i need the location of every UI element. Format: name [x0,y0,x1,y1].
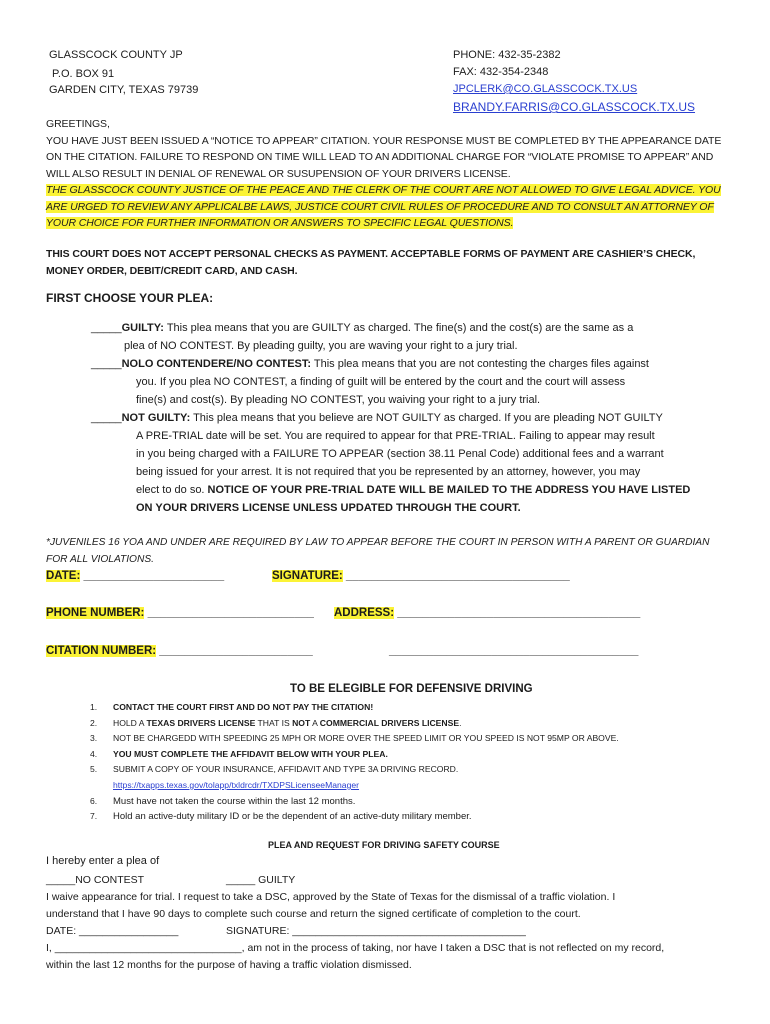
date-line[interactable]: ______________________ [80,570,225,582]
payment-line-2: MONEY ORDER, DEBIT/CREDIT CARD, AND CASH. [46,265,298,277]
citation-label: CITATION NUMBER: [46,645,157,657]
signature-line[interactable]: ___________________________________ [342,570,570,582]
defensive-heading: TO BE ELEGIBLE FOR DEFENSIVE DRIVING [290,683,533,695]
step-2 [90,716,619,732]
step-7 [90,809,619,825]
request-date[interactable]: DATE: _________________ [46,925,179,937]
phone-number: PHONE: 432-35-2382 [453,49,561,61]
step-3 [90,731,619,747]
request-signature[interactable]: SIGNATURE: ________________________________________ [226,925,526,937]
address-field[interactable] [334,607,640,619]
legal-warning-line-1: THE GLASSCOCK COUNTY JUSTICE OF THE PEACE AND THE CLERK OF THE COURT ARE NOT ALLOWED TO GIVE LEGAL ADVICE. YOU [46,184,721,196]
legal-warning-line-3: YOUR CHOICE FOR FURTHER INFORMATION OR ANSWERS TO SPECIFIC LEGAL QUESTIONS. [46,217,514,229]
signature-field[interactable] [272,570,570,582]
brandy-email-link[interactable]: BRANDY.FARRIS@CO.GLASSCOCK.TX.US [453,100,696,114]
step-number: 7. [90,811,98,822]
fax-number: FAX: 432-354-2348 [453,66,549,78]
step-text: NOT BE CHARGEDD WITH SPEEDING 25 MPH OR MORE OVER THE SPEED LIMIT OR YOU SPEED IS NOT 95MP OR ABOVE. [113,733,619,744]
driving-record-link[interactable]: https://txapps.texas.gov/tolapp/txldrcdr/TXDPSLicenseeManager [113,779,360,790]
extra-line[interactable]: _______________________________________ [389,645,639,657]
not-guilty-blank[interactable]: _____ [91,412,122,424]
guilty-text: This plea means that you are GUILTY as charged. The fine(s) and the cost(s) are the same as a [163,322,634,334]
step-4 [90,747,619,763]
step-number: 6. [90,795,98,806]
nolo-text-2: you. If you plea NO CONTEST, a finding of guilt will be entered by the court and the court will assess [136,376,626,388]
step-number: 2. [90,717,98,728]
request-heading: PLEA AND REQUEST FOR DRIVING SAFETY COURSE [268,840,500,850]
step-text: HOLD A [113,717,147,728]
phone-line[interactable]: __________________________ [144,607,314,619]
enter-plea: I hereby enter a plea of [46,855,160,867]
waive-line-1: I waive appearance for trial. I request to take a DSC, approved by the State of Texas for the dismissal of a traffic violation. I [46,891,616,903]
guilty-text-2: plea of NO CONTEST. By pleading guilty, you are waving your right to a jury trial. [124,340,518,352]
step-number: 1. [90,702,98,712]
not-guilty-text-2: A PRE-TRIAL date will be set. You are required to appear for that PRE-TRIAL. Failing to appear may result [136,430,655,442]
address-line[interactable]: ______________________________________ [394,607,641,619]
step-text-bold: TEXAS DRIVERS LICENSE [146,717,256,728]
nolo-text-3: fine(s) and cost(s). By pleading NO CONTEST, you waiving your right to a jury trial. [136,394,541,406]
court-name: GLASSCOCK COUNTY JP [49,49,183,61]
intro-line-2: ON THE CITATION. FAILURE TO RESPOND ON TIME WILL LEAD TO AN ADDITIONAL CHARGE FOR “VIOLATE PROMISE TO APPEAR” AND [46,151,714,163]
not-guilty-text-3: in you being charged with a FAILURE TO APPEAR (section 38.11 Penal Code) additional fees and a warrant [136,448,664,460]
phone-label: PHONE NUMBER: [46,607,145,619]
nolo-label: NOLO CONTENDERE/NO CONTEST: [121,358,312,370]
nolo-text: This plea means that you are not contesting the charges files against [311,358,649,370]
step-text: THAT IS [255,717,293,728]
not-guilty-text-6: ON YOUR DRIVERS LICENSE UNLESS UPDATED THROUGH THE COURT. [136,502,521,514]
step-text: A [310,717,320,728]
step-1 [90,700,619,716]
juveniles-line-2: FOR ALL VIOLATIONS. [46,553,154,565]
step-text-bold: COMMERCIAL DRIVERS LICENSE [319,717,460,728]
intro-line-3: WILL ALSO RESULT IN DENIAL OF RENEWAL OR SUSUPENSION OF YOUR DRIVERS LICENSE. [46,167,511,180]
plea-guilty[interactable] [91,319,633,355]
plea-nolo[interactable] [91,355,649,409]
legal-warning-line-2: ARE URGED TO REVIEW ANY APPLICALBE LAWS, JUSTICE COURT CIVIL RULES OF PROCEDURE AND TO CONSULT AN ATTORNEY OF [46,200,714,213]
affirm-line-2: within the last 12 months for the purpose of having a traffic violation dismissed. [46,959,412,971]
guilty-label: GUILTY: [121,322,164,334]
clerk-email-link[interactable]: JPCLERK@CO.GLASSCOCK.TX.US [453,83,638,95]
payment-line-1: THIS COURT DOES NOT ACCEPT PERSONAL CHECKS AS PAYMENT. ACCEPTABLE FORMS OF PAYMENT ARE CASHIER’S CHECK, [46,248,696,260]
waive-line-2: understand that I have 90 days to complete such course and return the signed certificate of completion to the court. [46,908,581,920]
step-text: SUBMIT A COPY OF YOUR INSURANCE, AFFIDAVIT AND TYPE 3A DRIVING RECORD. [113,764,459,775]
greeting: GREETINGS, [46,118,110,130]
payment-notice [46,246,695,280]
step-text-bold: NOT [292,717,311,728]
not-guilty-text-5a: elect to do so. [136,484,208,496]
juveniles-note [46,535,709,568]
step-text: CONTACT THE COURT FIRST AND DO NOT PAY THE CITATION! [113,702,374,712]
citation-field[interactable] [46,645,313,657]
date-label: DATE: [46,570,81,582]
step-text: . [459,717,462,728]
legal-warning [46,182,721,232]
juveniles-line-1: *JUVENILES 16 YOA AND UNDER ARE REQUIRED BY LAW TO APPEAR BEFORE THE COURT IN PERSON WITH A PARENT OR GUARDIAN [46,537,710,548]
guilty-blank[interactable]: _____ [91,322,122,334]
no-contest-option[interactable]: _____NO CONTEST [46,874,145,886]
address-label: ADDRESS: [334,607,395,619]
step-text: YOU MUST COMPLETE THE AFFIDAVIT BELOW WITH YOUR PLEA. [113,748,388,759]
step-text: Must have not taken the course within the last 12 months. [113,795,356,807]
step-text: Hold an active-duty military ID or be the dependent of an active-duty military member. [113,811,472,823]
plea-not-guilty[interactable] [91,409,690,517]
po-box: P.O. BOX 91 [52,68,115,80]
not-guilty-text-4: being issued for your arrest. It is not required that you be represented by an attorney, however, you may [136,466,641,478]
intro-block [46,116,721,232]
step-6 [90,794,619,810]
step-number: 5. [90,764,98,775]
nolo-blank[interactable]: _____ [91,358,122,370]
citation-line[interactable]: ________________________ [156,645,313,657]
defensive-steps [90,700,619,825]
date-field[interactable] [46,570,224,582]
step-5 [90,762,619,793]
not-guilty-text: This plea means that you believe are NOT GUILTY as charged. If you are pleading NOT GUILTY [190,412,663,424]
plea-heading: FIRST CHOOSE YOUR PLEA: [46,291,214,305]
affirm-line[interactable]: I, ________________________________, am not in the process of taking, nor have I taken a DSC that is not reflected on my record, [46,942,665,954]
not-guilty-label: NOT GUILTY: [121,412,191,424]
not-guilty-notice: NOTICE OF YOUR PRE-TRIAL DATE WILL BE MAILED TO THE ADDRESS YOU HAVE LISTED [207,484,691,496]
signature-label: SIGNATURE: [272,570,343,582]
phone-field[interactable] [46,607,314,619]
step-number: 3. [90,733,98,744]
intro-line-1: YOU HAVE JUST BEEN ISSUED A “NOTICE TO APPEAR” CITATION. YOUR RESPONSE MUST BE COMPLETED BY THE APPEARANCE DATE [46,134,722,147]
step-number: 4. [90,748,98,759]
guilty-option[interactable]: _____ GUILTY [226,874,296,886]
court-city: GARDEN CITY, TEXAS 79739 [49,84,199,96]
